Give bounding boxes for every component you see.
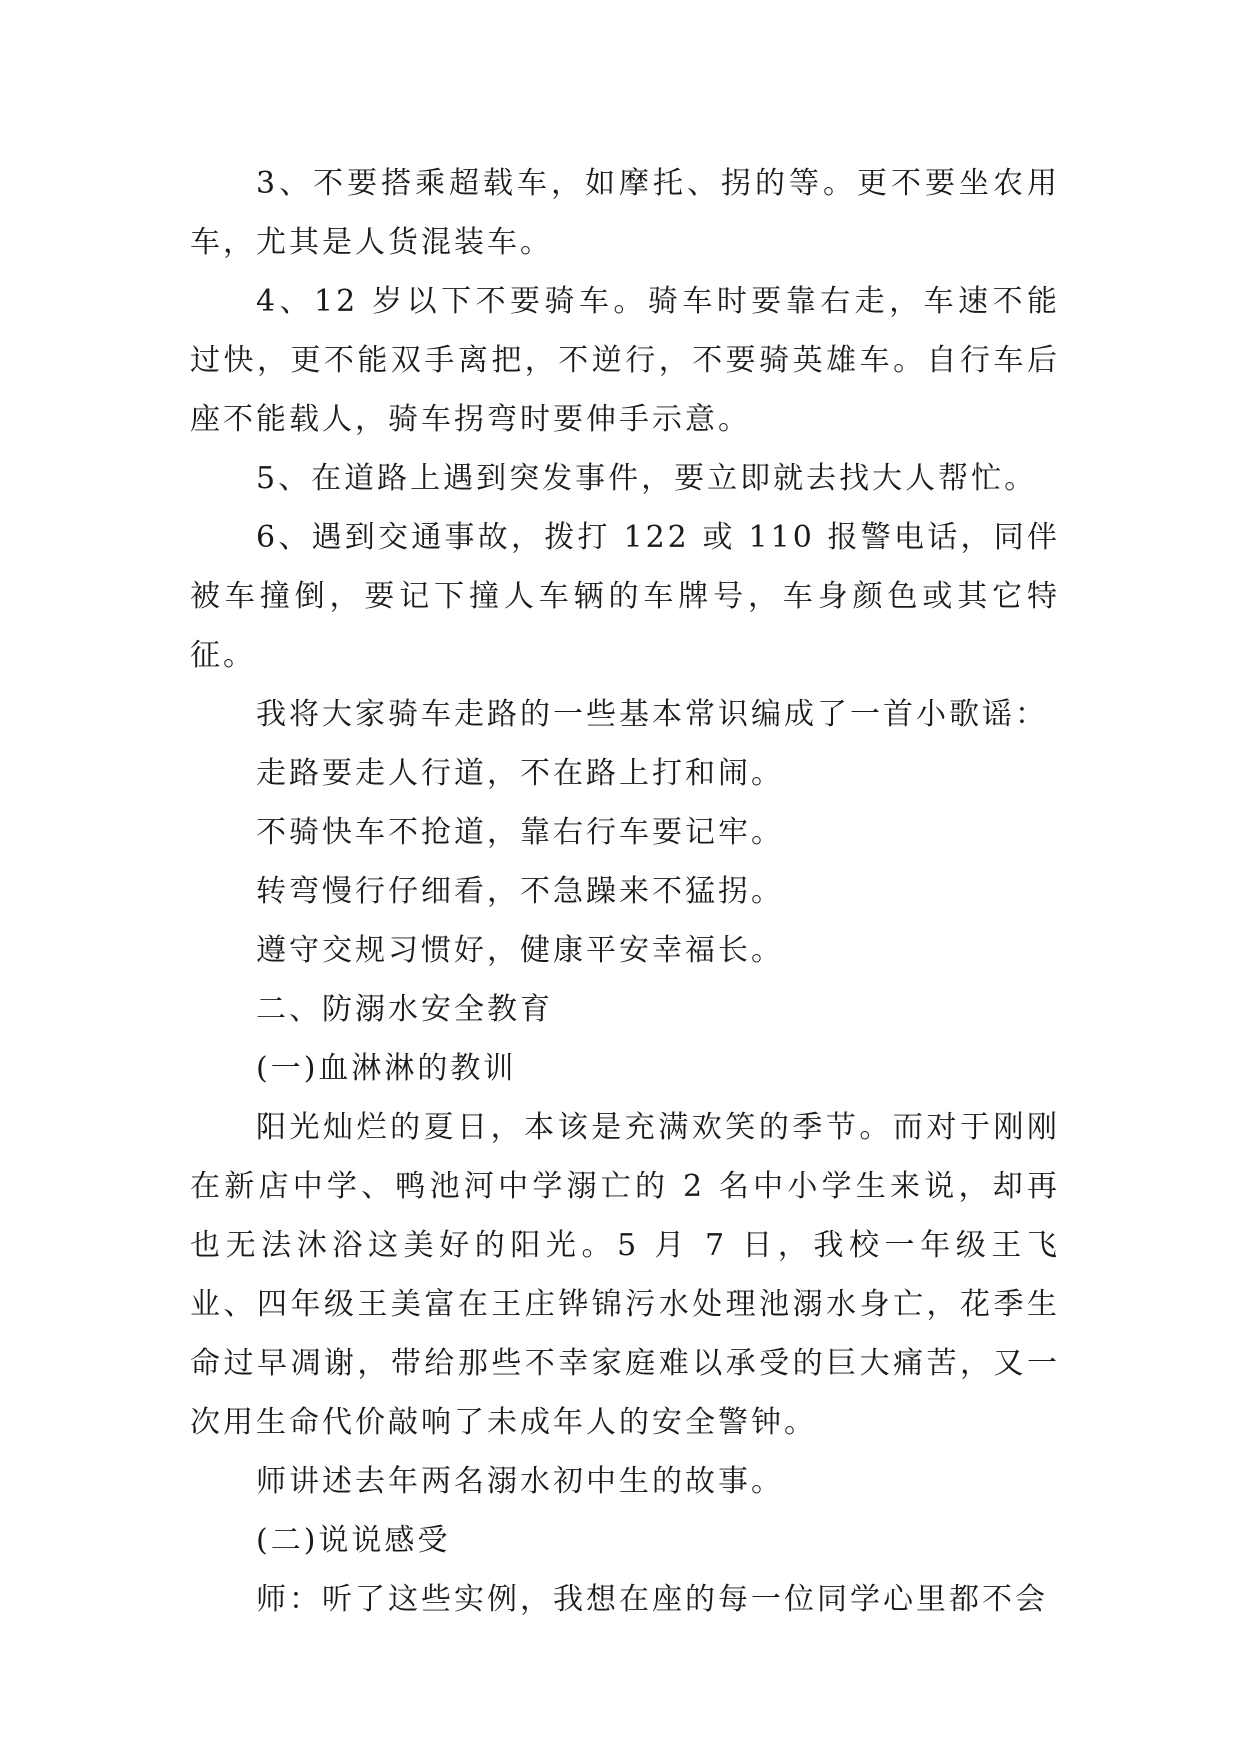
paragraph-rule-3: 3、不要搭乘超载车，如摩托、拐的等。更不要坐农用车，尤其是人货混装车。 xyxy=(190,166,1060,260)
paragraph-teacher-story: 师讲述去年两名溺水初中生的故事。 xyxy=(256,1464,784,1499)
song-line-1: 走路要走人行道，不在路上打和闹。 xyxy=(256,756,784,791)
subsection-heading-feelings: (二)说说感受 xyxy=(256,1523,451,1558)
paragraph-song-intro: 我将大家骑车走路的一些基本常识编成了一首小歌谣： xyxy=(256,697,1048,732)
paragraph-lesson-story: 阳光灿烂的夏日，本该是充满欢笑的季节。而对于刚刚在新店中学、鸭池河中学溺亡的 2 名中小学生来说，却再也无法沐浴这美好的阳光。5 月 7 日，我校一年级王飞业、四年级王美富在王庄铧锦污水处理池溺水身亡，花季生命过早凋谢，带给那些不幸家庭难以承受的巨大痛苦，又一次用生命代价敲响了未成年人的安全警钟。 xyxy=(190,1110,1060,1440)
paragraph-rule-5: 5、在道路上遇到突发事件，要立即就去找大人帮忙。 xyxy=(256,461,1038,496)
song-line-4: 遵守交规习惯好，健康平安幸福长。 xyxy=(256,933,784,968)
paragraph-rule-4: 4、12 岁以下不要骑车。骑车时要靠右走，车速不能过快，更不能双手离把，不逆行，不要骑英雄车。自行车后座不能载人，骑车拐弯时要伸手示意。 xyxy=(190,284,1060,437)
section-heading-drowning: 二、防溺水安全教育 xyxy=(256,992,553,1027)
song-line-3: 转弯慢行仔细看，不急躁来不猛拐。 xyxy=(256,874,784,909)
song-line-2: 不骑快车不抢道，靠右行车要记牢。 xyxy=(256,815,784,850)
document-body xyxy=(190,154,1060,1629)
subsection-heading-lesson: (一)血淋淋的教训 xyxy=(256,1051,517,1086)
paragraph-teacher-question: 师：听了这些实例，我想在座的每一位同学心里都不会 xyxy=(256,1582,1048,1617)
paragraph-rule-6: 6、遇到交通事故，拨打 122 或 110 报警电话，同伴被车撞倒，要记下撞人车辆的车牌号，车身颜色或其它特征。 xyxy=(190,520,1060,673)
